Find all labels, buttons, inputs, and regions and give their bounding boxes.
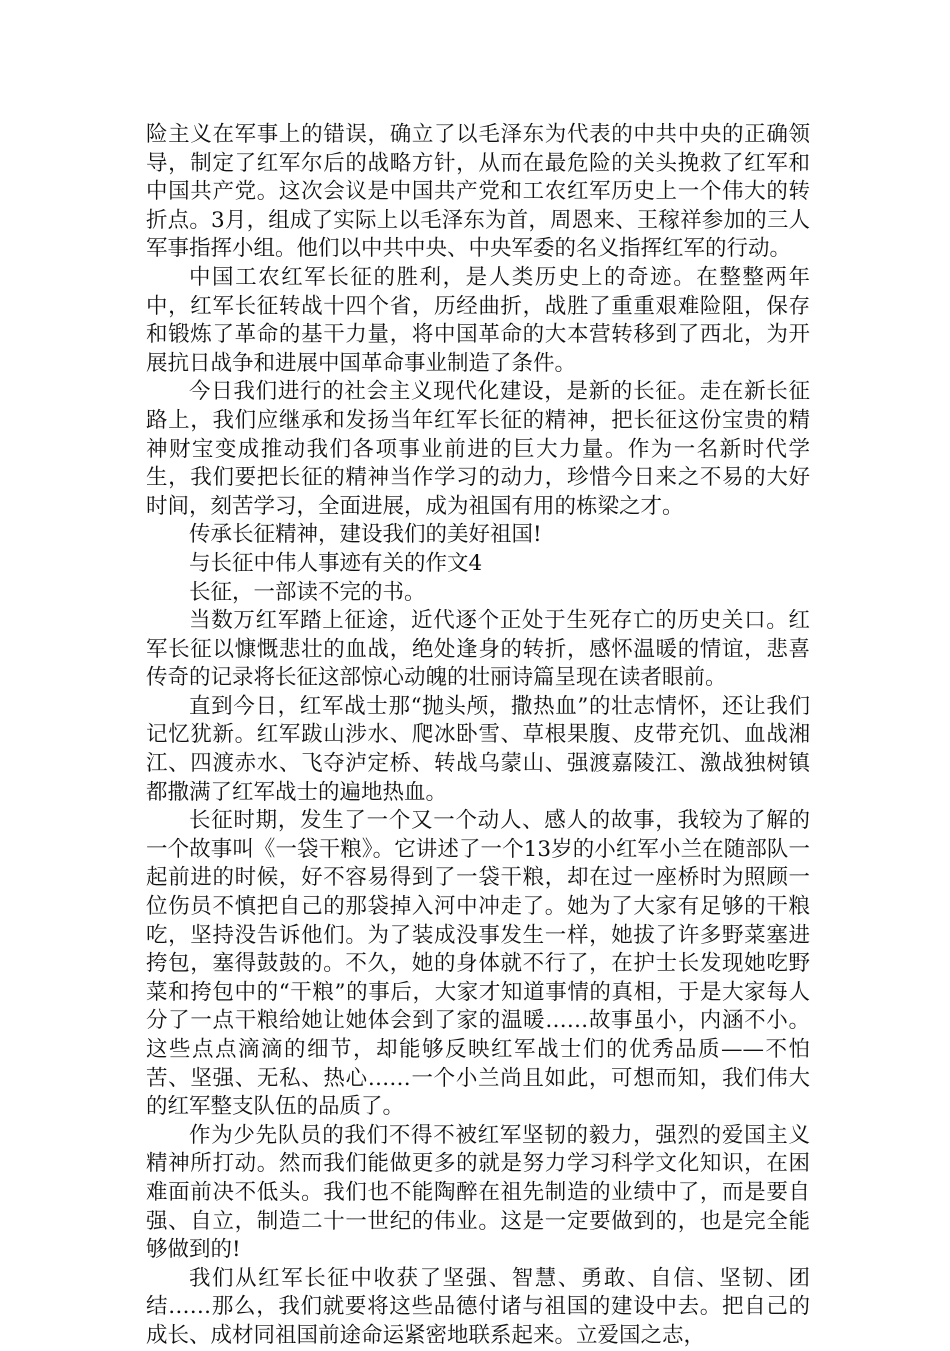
paragraph-1: 险主义在军事上的错误，确立了以毛泽东为代表的中共中央的正确领导，制定了红军尔后的战略方针，从而在最危险的关头挽救了红军和中国共产党。这次会议是中国共产党和工农红军历史上一个伟大的转折点。3月，组成了实际上以毛泽东为首，周恩来、王稼祥参加的三人军事指挥小组。他们以中共中央、中央军委的名义指挥红军的行动。 xyxy=(146,122,810,262)
paragraph-2: 中国工农红军长征的胜利，是人类历史上的奇迹。在整整两年中，红军长征转战十四个省，历经曲折，战胜了重重艰难险阻，保存和锻炼了革命的基干力量，将中国革命的大本营转移到了西北，为开展抗日战争和进展中国革命事业制造了条件。 xyxy=(146,264,810,376)
essay-heading: 与长征中伟人事迹有关的作文4 xyxy=(189,550,483,576)
paragraph-10: 作为少先队员的我们不得不被红军坚韧的毅力，强烈的爱国主义精神所打动。然而我们能做更多的就是努力学习科学文化知识，在困难面前决不低头。我们也不能陶醉在祖先制造的业绩中了，而是要自强、自立，制造二十一世纪的伟业。这是一定要做到的，也是完全能够做到的! xyxy=(146,1122,810,1263)
paragraph-8: 直到今日，红军战士那“抛头颅，撒热血”的壮志情怀，还让我们记忆犹新。红军跋山涉水、爬冰卧雪、草根果腹、皮带充饥、血战湘江、四渡赤水、飞夺泸定桥、转战乌蒙山、强渡嘉陵江、激战独树镇都撒满了红军战士的遍地热血。 xyxy=(146,693,810,805)
paragraph-7: 当数万红军踏上征途，近代逐个正处于生死存亡的历史关口。红军长征以慷慨悲壮的血战，绝处逢身的转折，感怀温暖的情谊，悲喜传奇的记录将长征这部惊心动魄的壮丽诗篇呈现在读者眼前。 xyxy=(146,608,810,691)
paragraph-9: 长征时期，发生了一个又一个动人、感人的故事，我较为了解的一个故事叫《一袋干粮》。它讲述了一个13岁的小红军小兰在随部队一起前进的时候，好不容易得到了一袋干粮，却在过一座桥时为照顾一位伤员不慎把自己的那袋掉入河中冲走了。她为了大家有足够的干粮吃，坚持没告诉他们。为了装成没事发生一样，她拔了许多野菜塞进挎包，塞得鼓鼓的。不久，她的身体就不行了，在护士长发现她吃野菜和挎包中的“干粮”的事后，大家才知道事情的真相，于是大家每人分了一点干粮给她让她体会到了家的温暖……故事虽小，内涵不小。这些点点滴滴的细节，却能够反映红军战士们的优秀品质——不怕苦、坚强、无私、热心……一个小兰尚且如此，可想而知，我们伟大的红军整支队伍的品质了。 xyxy=(146,808,810,1120)
paragraph-6: 长征，一部读不完的书。 xyxy=(189,579,426,605)
paragraph-11: 我们从红军长征中收获了坚强、智慧、勇敢、自信、坚韧、团结……那么，我们就要将这些品德付诸与祖国的建设中去。把自己的成长、成材同祖国前途命运紧密地联系起来。立爱国之志， xyxy=(146,1265,810,1348)
paragraph-3: 今日我们进行的社会主义现代化建设，是新的长征。走在新长征路上，我们应继承和发扬当年红军长征的精神，把长征这份宝贵的精神财宝变成推动我们各项事业前进的巨大力量。作为一名新时代学生，我们要把长征的精神当作学习的动力，珍惜今日来之不易的大好时间，刻苦学习，全面进展，成为祖国有用的栋梁之才。 xyxy=(146,379,810,519)
paragraph-4: 传承长征精神，建设我们的美好祖国! xyxy=(189,522,542,548)
document-body xyxy=(146,121,810,1351)
